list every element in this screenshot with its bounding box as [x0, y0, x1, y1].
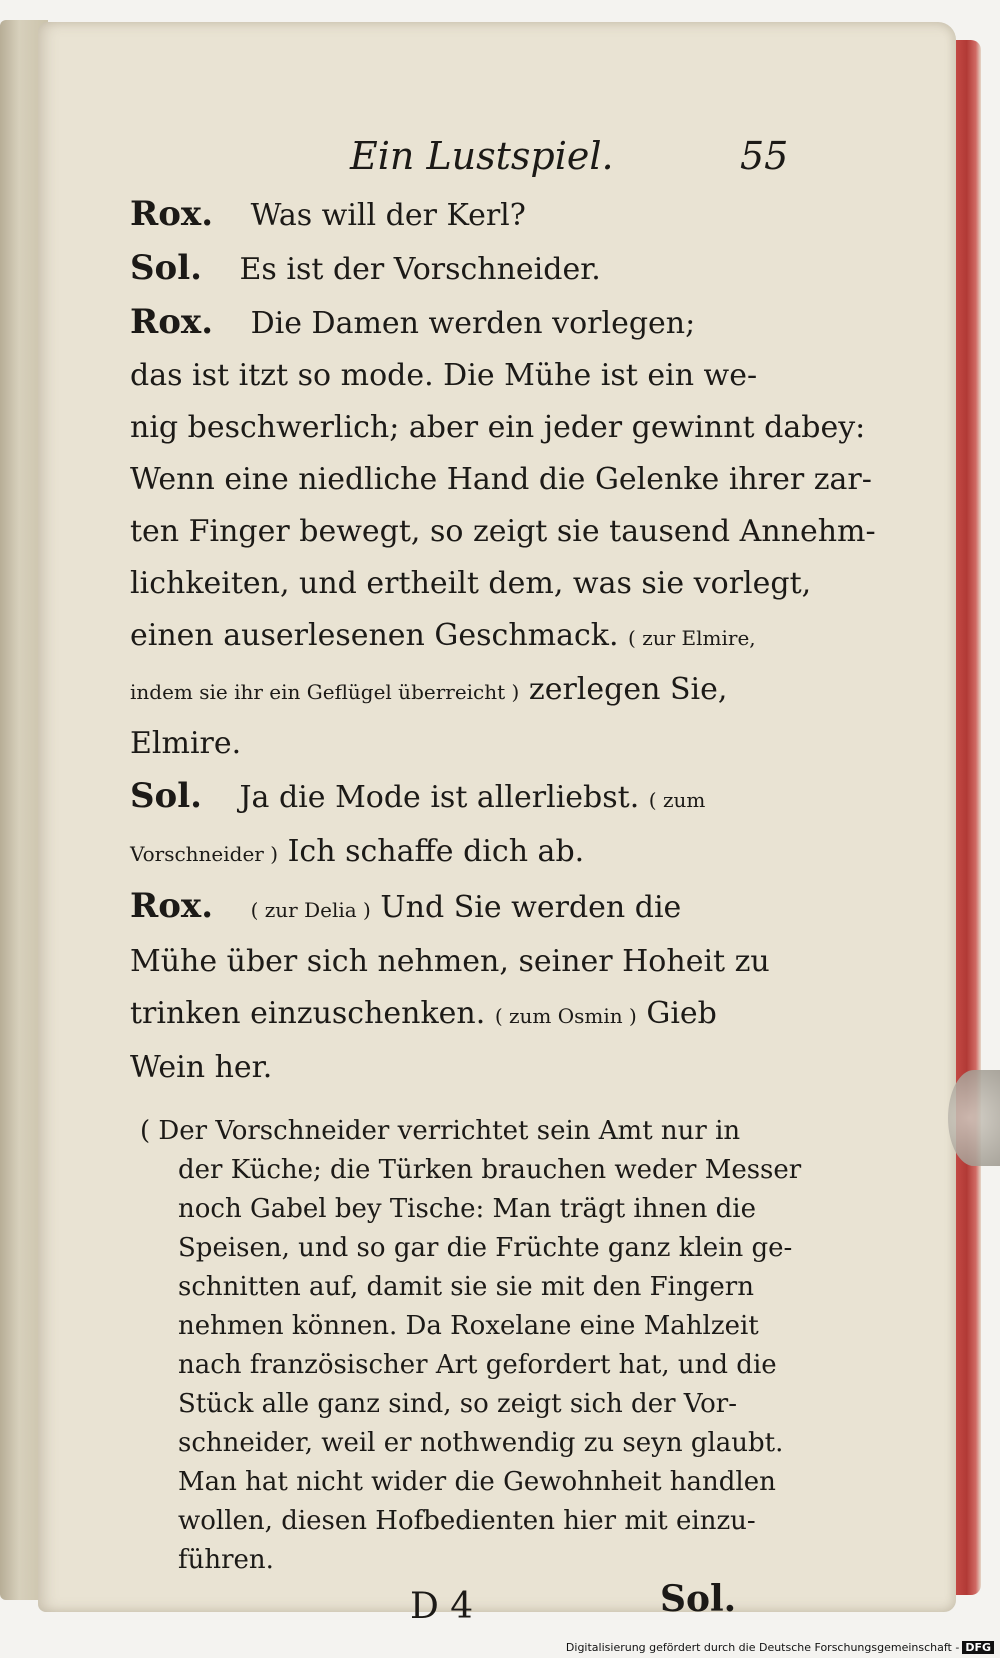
line-text: einen auserlesenen Geschmack. [130, 618, 619, 653]
note-line: schnitten auf, damit sie sie mit den Fingern [178, 1272, 754, 1302]
speaker-name: Rox. [130, 194, 214, 234]
line-text: Gieb [646, 996, 717, 1031]
page-clip-tab [948, 1070, 1000, 1166]
line-text: Was will der Kerl? [250, 198, 526, 233]
dialogue-line [130, 610, 810, 664]
dialogue-line [130, 718, 810, 770]
stage-direction: ( zum [648, 788, 706, 812]
stage-direction: ( zur Delia ) [250, 898, 371, 922]
explanatory-note [130, 1112, 810, 1580]
digitization-credit [566, 1641, 994, 1654]
note-line: wollen, diesen Hofbedienten hier mit einzu- [178, 1506, 756, 1536]
line-text: Es ist der Vorschneider. [239, 252, 601, 287]
dialogue-line [130, 296, 810, 350]
note-line: schneider, weil er nothwendig zu seyn glaubt. [178, 1428, 784, 1458]
note-line: Man hat nicht wider die Gewohnheit handlen [178, 1467, 776, 1497]
note-line: noch Gabel bey Tische: Man trägt ihnen die [178, 1194, 756, 1224]
stage-direction: indem sie ihr ein Geflügel überreicht ) [130, 680, 520, 704]
note-line: nehmen können. Da Roxelane eine Mahlzeit [178, 1311, 759, 1341]
dialogue-line [130, 350, 810, 402]
credit-text: Digitalisierung gefördert durch die Deutsche Forschungsgemeinschaft - [565, 1641, 960, 1654]
page-number: 55 [740, 134, 789, 178]
line-text: das ist itzt so mode. Die Mühe ist ein we- [130, 358, 758, 393]
note-line: ( Der Vorschneider verrichtet sein Amt nur in [140, 1116, 741, 1146]
line-text: nig beschwerlich; aber ein jeder gewinnt dabey: [130, 410, 866, 445]
page-text-block [130, 128, 876, 1646]
note-line: der Küche; die Türken brauchen weder Messer [178, 1155, 802, 1185]
dialogue-line [130, 242, 810, 296]
signature-mark: D 4 [410, 1586, 474, 1627]
line-text: Und Sie werden die [380, 890, 682, 925]
note-line: Stück alle ganz sind, so zeigt sich der Vor- [178, 1389, 738, 1419]
speaker-name: Sol. [130, 248, 202, 288]
catchword: Sol. [660, 1578, 737, 1620]
line-text: ten Finger bewegt, so zeigt sie tausend Annehm- [130, 514, 876, 549]
page-footer [130, 1578, 810, 1646]
dialogue-line [130, 770, 810, 826]
stage-direction: ( zum Osmin ) [494, 1004, 637, 1028]
speaker-name: Rox. [130, 886, 214, 926]
dialogue-line [130, 826, 810, 880]
dialogue-line [130, 402, 866, 454]
note-line: Speisen, und so gar die Früchte ganz klein ge- [178, 1233, 793, 1263]
dialogue-line [130, 188, 810, 242]
dfg-logo: DFG [962, 1641, 994, 1654]
note-line: nach französischer Art gefordert hat, und die [178, 1350, 777, 1380]
dialogue-line [130, 664, 810, 718]
dialogue-line [130, 506, 876, 558]
line-text: Wein her. [130, 1050, 273, 1085]
note-line: führen. [178, 1545, 274, 1575]
page-header [130, 128, 810, 188]
line-text: Ja die Mode ist allerliebst. [239, 780, 640, 815]
paragraph-gap [130, 1094, 810, 1112]
line-text: zerlegen Sie, [528, 672, 728, 707]
dialogue-line [130, 454, 872, 506]
line-text: trinken einzuschenken. [130, 996, 486, 1031]
speaker-name: Sol. [130, 776, 202, 816]
dialogue-line [130, 936, 810, 988]
dialogue-line [130, 558, 810, 610]
stage-direction: ( zur Elmire, [628, 626, 756, 650]
line-text: lichkeiten, und ertheilt dem, was sie vorlegt, [130, 566, 812, 601]
red-fore-edge [955, 40, 981, 1595]
line-text: Die Damen werden vorlegen; [250, 306, 696, 341]
line-text: Wenn eine niedliche Hand die Gelenke ihrer zar- [130, 462, 872, 497]
stage-direction: Vorschneider ) [130, 842, 279, 866]
dialogue-line [130, 880, 810, 936]
dialogue-line [130, 1042, 810, 1094]
line-text: Elmire. [130, 726, 242, 761]
line-text: Ich schaffe dich ab. [287, 834, 585, 869]
dialogue-line [130, 988, 810, 1042]
line-text: Mühe über sich nehmen, seiner Hoheit zu [130, 944, 770, 979]
running-title: Ein Lustspiel. [350, 134, 614, 178]
speaker-name: Rox. [130, 302, 214, 342]
